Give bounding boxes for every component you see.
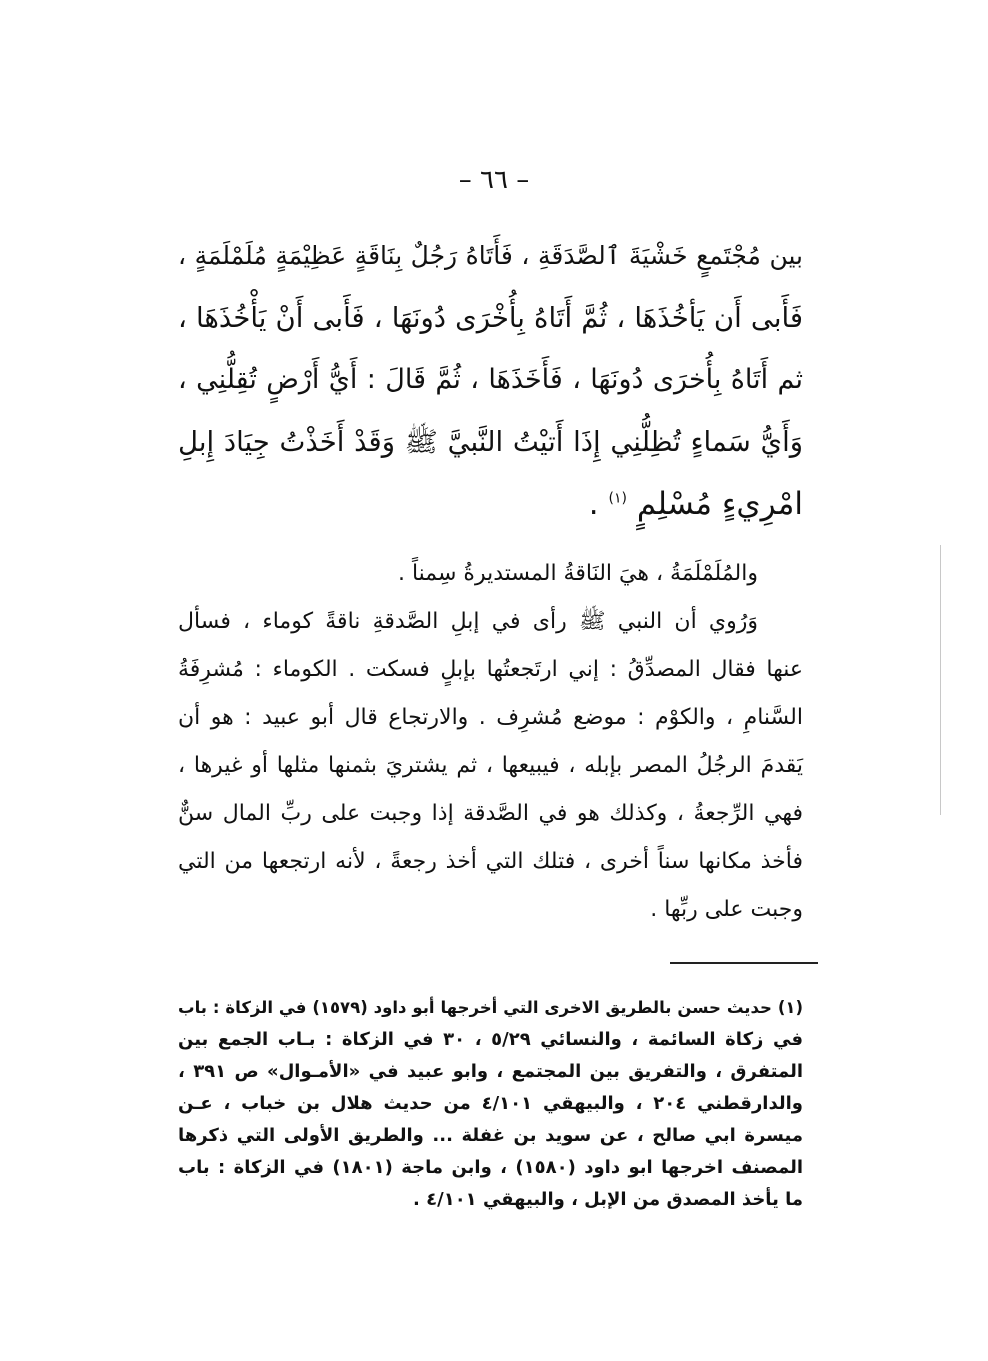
footnote-line: في زكاة السائمة ، والنسائي ٥/٢٩ ، ٣٠ في الزكاة : بـاب الجمع بين	[178, 1029, 803, 1050]
footnote-line: (١) حديث حسن بالطريق الاخرى التي أخرجها أبو داود (١٥٧٩) في الزكاة : باب	[178, 998, 803, 1017]
explanation-line: والمُلَمْلَمَةُ ، هيَ النَاقةُ المستديرةُ سِمناً .	[397, 561, 758, 586]
hadith-end-mark: .	[588, 486, 609, 522]
footnote-line: ما يأخذ المصدق من الإبل ، والبيهقي ٤/١٠١ .	[413, 1189, 803, 1210]
hadith-line-text: امْرِيءٍ مُسْلِمٍ	[636, 486, 803, 522]
explanation-line: السَّنامِ ، والكوْم : موضع مُشرِف . والارتجاع قال أبو عبيد : هو أن	[178, 705, 803, 730]
explanation-line: وجبت على ربِّها .	[650, 897, 803, 922]
footnotes	[178, 992, 803, 1216]
hadith-line: وَأَيُّ سَماءٍ تُظِلُّنِي إِذَا أَتيْتُ النَّبيَّ ﷺ وَقَدْ أَخَذْتُ جِيَادَ إِبلِ	[178, 426, 803, 458]
explanation-line: فهي الرِّجعةُ ، وكذلك هو في الصَّدقة إذا وجبت على ربِّ المال سنٌّ	[178, 801, 803, 826]
explanation-line: عنها فقال المصدِّقُ : إني ارتَجعتُها بإبلٍ فسكت . الكوماء : مُشرِفَةُ	[178, 657, 803, 682]
hadith-text	[178, 225, 803, 535]
hadith-line-last	[178, 473, 803, 535]
explanation-text	[178, 550, 803, 934]
footnote-line: والدارقطني ٢٠٤ ، والبيهقي ٤/١٠١ من حديث هلال بن خباب ، عـن	[178, 1093, 803, 1114]
footnote-line: المصنف اخرجها ابو داود (١٥٨٠) ، وابن ماجة (١٨٠١) في الزكاة : باب	[178, 1157, 803, 1178]
footnote-divider	[670, 962, 818, 964]
explanation-line: فأخذ مكانها سناً أخرى ، فتلك التي أخذ رجعةً ، لأنه ارتجعها من التي	[178, 849, 803, 874]
hadith-line: بين مُجْتَمعٍ خَشْيَةَ ٱلصَّدَقَةِ ، فَأَتَاهُ رَجُلٌ بِنَاقَةٍ عَظِيْمَةٍ مُلَمْلَمَةٍ ،	[178, 241, 803, 270]
footnote-reference: (١)	[608, 490, 627, 507]
page-number: – ٦٦ –	[458, 165, 530, 195]
explanation-line: يَقدمَ الرجُلُ المصر بإبله ، فيبيعها ، ثم يشتريَ بثمنها مثلها أو غيرها ،	[178, 753, 803, 778]
explanation-line: وَرُوي أن النبي ﷺ رأى في إبلِ الصَّدقةِ ناقةً كوماء ، فسأل	[178, 609, 758, 634]
hadith-line: فَأَبى أَن يَأخُذَهَا ، ثُمَّ أَتَاهُ بِأُخْرَى دُونَهَا ، فَأَبى أَنْ يَأْخُذَهَا ،	[178, 302, 803, 334]
footnote-line: ميسرة ابي صالح ، عن سويد بن غفلة ... والطريق الأولى التي ذكرها	[178, 1125, 803, 1146]
hadith-line: ثم أَتَاهُ بِأُخرَى دُونَهَا ، فَأَخَذَهَا ، ثُمَّ قَالَ : أَيُّ أَرْضٍ تُقِلُّنِي ،	[178, 364, 803, 395]
scan-edge-line	[940, 545, 941, 815]
footnote-line: المتفرق ، والتفريق بين المجتمع ، وابو عبيد في «الأمـوال» ص ٣٩١ ،	[178, 1061, 803, 1082]
